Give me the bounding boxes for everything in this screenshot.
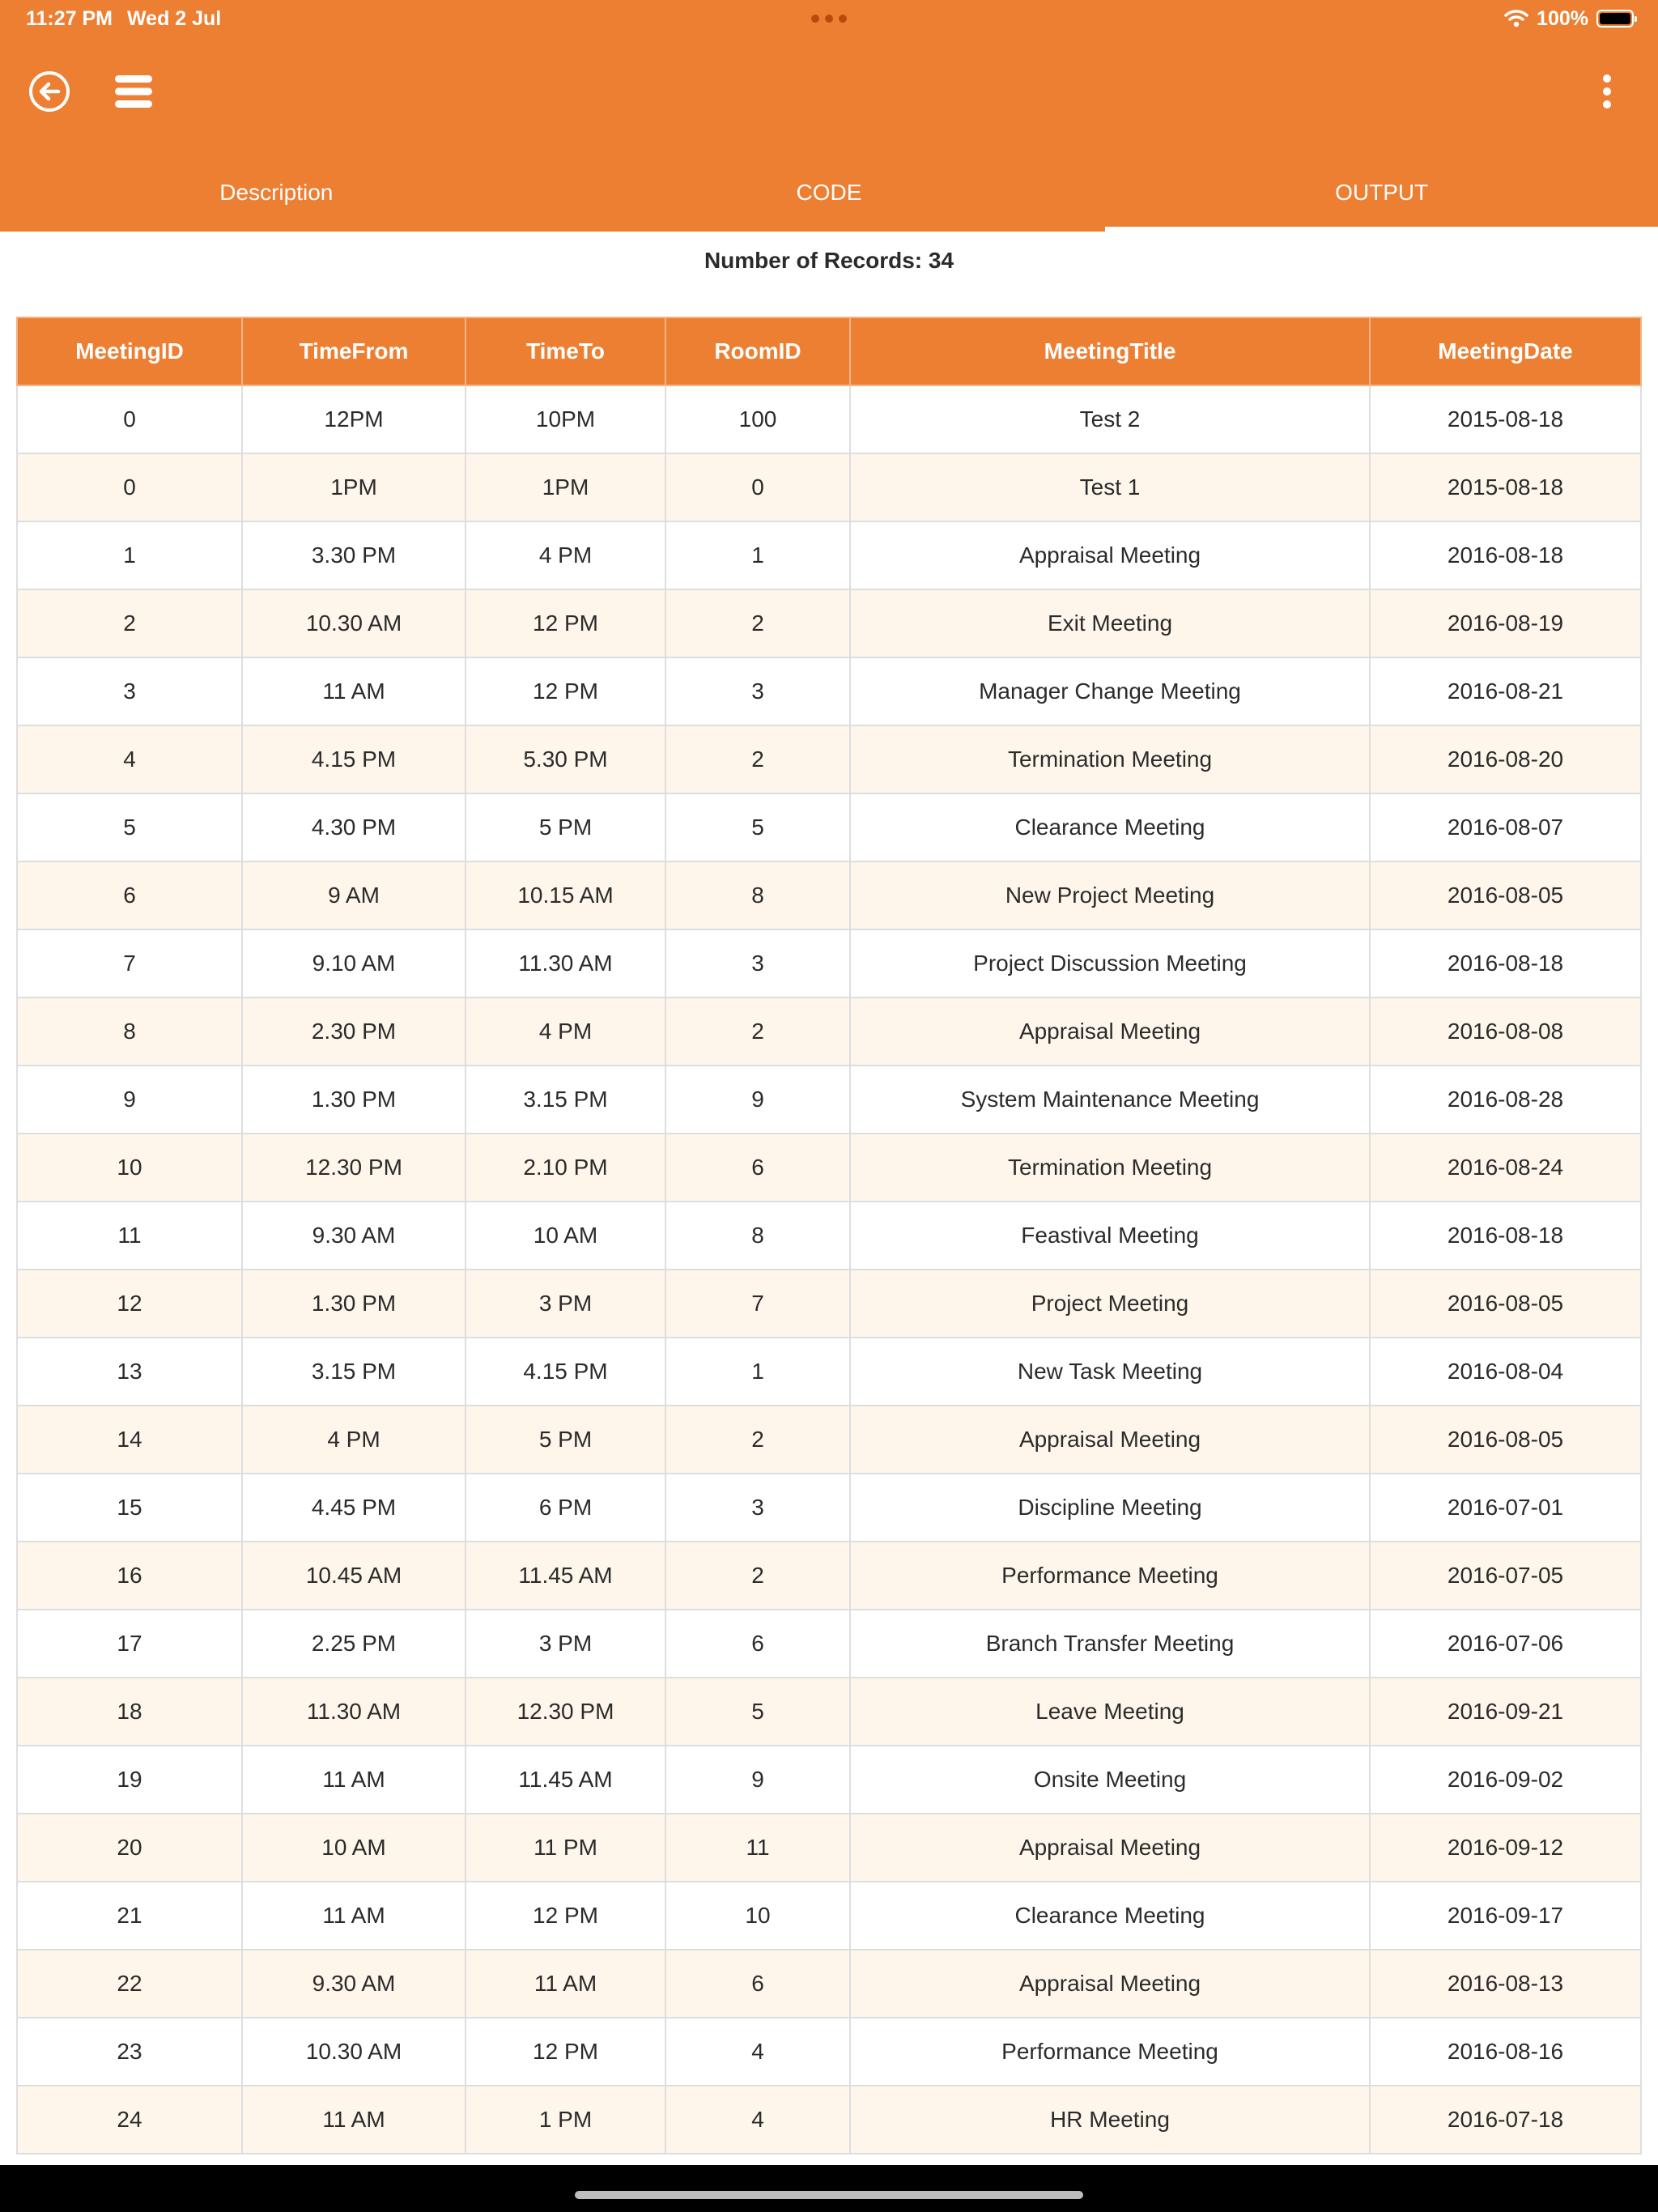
cell-timeto: 12 PM bbox=[466, 589, 665, 657]
cell-meetingdate: 2016-07-01 bbox=[1370, 1474, 1641, 1542]
cell-roomid: 8 bbox=[665, 861, 850, 929]
results-table bbox=[16, 317, 1642, 2155]
cell-roomid: 3 bbox=[665, 657, 850, 725]
cell-roomid: 6 bbox=[665, 1950, 850, 2018]
cell-meetingtitle: HR Meeting bbox=[850, 2086, 1370, 2154]
cell-meetingid: 9 bbox=[17, 1066, 242, 1134]
cell-meetingdate: 2016-09-17 bbox=[1370, 1882, 1641, 1950]
cell-timeto: 5.30 PM bbox=[466, 725, 665, 793]
cell-timefrom: 4.30 PM bbox=[242, 793, 466, 861]
table-row bbox=[17, 1406, 1641, 1474]
cell-meetingtitle: Test 2 bbox=[850, 385, 1370, 453]
wifi-icon bbox=[1504, 9, 1528, 28]
cell-meetingtitle: Termination Meeting bbox=[850, 1134, 1370, 1202]
cell-timeto: 12 PM bbox=[466, 657, 665, 725]
cell-meetingdate: 2016-08-07 bbox=[1370, 793, 1641, 861]
cell-meetingdate: 2016-08-05 bbox=[1370, 1270, 1641, 1338]
cell-meetingdate: 2016-08-24 bbox=[1370, 1134, 1641, 1202]
cell-roomid: 6 bbox=[665, 1134, 850, 1202]
cell-meetingtitle: New Project Meeting bbox=[850, 861, 1370, 929]
cell-meetingtitle: Clearance Meeting bbox=[850, 793, 1370, 861]
records-count: Number of Records: 34 bbox=[704, 248, 954, 273]
column-header-timefrom: TimeFrom bbox=[242, 317, 466, 385]
cell-meetingdate: 2016-08-21 bbox=[1370, 657, 1641, 725]
cell-meetingtitle: Appraisal Meeting bbox=[850, 1814, 1370, 1882]
cell-roomid: 10 bbox=[665, 1882, 850, 1950]
cell-meetingtitle: Project Meeting bbox=[850, 1270, 1370, 1338]
cell-meetingtitle: New Task Meeting bbox=[850, 1338, 1370, 1406]
cell-meetingid: 18 bbox=[17, 1678, 242, 1746]
cell-timeto: 4 PM bbox=[466, 998, 665, 1066]
cell-timeto: 11.45 AM bbox=[466, 1542, 665, 1610]
cell-meetingid: 0 bbox=[17, 385, 242, 453]
battery-percent: 100% bbox=[1537, 7, 1588, 30]
cell-meetingid: 16 bbox=[17, 1542, 242, 1610]
column-header-roomid: RoomID bbox=[665, 317, 850, 385]
cell-meetingtitle: Appraisal Meeting bbox=[850, 998, 1370, 1066]
table-body bbox=[17, 385, 1641, 2154]
cell-timefrom: 3.30 PM bbox=[242, 521, 466, 589]
cell-timefrom: 4 PM bbox=[242, 1406, 466, 1474]
cell-meetingtitle: Feastival Meeting bbox=[850, 1202, 1370, 1270]
cell-meetingtitle: Appraisal Meeting bbox=[850, 1406, 1370, 1474]
cell-timeto: 3.15 PM bbox=[466, 1066, 665, 1134]
menu-button[interactable] bbox=[110, 66, 157, 117]
cell-timefrom: 2.25 PM bbox=[242, 1610, 466, 1678]
cell-meetingid: 20 bbox=[17, 1814, 242, 1882]
cell-meetingtitle: Branch Transfer Meeting bbox=[850, 1610, 1370, 1678]
cell-timefrom: 11 AM bbox=[242, 657, 466, 725]
cell-roomid: 8 bbox=[665, 1202, 850, 1270]
cell-timefrom: 12PM bbox=[242, 385, 466, 453]
cell-timefrom: 10.45 AM bbox=[242, 1542, 466, 1610]
cell-meetingdate: 2016-09-02 bbox=[1370, 1746, 1641, 1814]
table-row bbox=[17, 657, 1641, 725]
column-header-meetingid: MeetingID bbox=[17, 317, 242, 385]
cell-meetingid: 14 bbox=[17, 1406, 242, 1474]
cell-meetingtitle: Appraisal Meeting bbox=[850, 1950, 1370, 2018]
cell-roomid: 5 bbox=[665, 793, 850, 861]
cell-meetingtitle: Clearance Meeting bbox=[850, 1882, 1370, 1950]
table-row bbox=[17, 589, 1641, 657]
cell-timeto: 10PM bbox=[466, 385, 665, 453]
cell-roomid: 2 bbox=[665, 589, 850, 657]
cell-roomid: 4 bbox=[665, 2018, 850, 2086]
status-bar-time bbox=[26, 6, 221, 31]
cell-timefrom: 11 AM bbox=[242, 2086, 466, 2154]
cell-meetingdate: 2016-09-12 bbox=[1370, 1814, 1641, 1882]
table-row bbox=[17, 1678, 1641, 1746]
cell-timeto: 5 PM bbox=[466, 793, 665, 861]
table-row bbox=[17, 2086, 1641, 2154]
cell-timeto: 3 PM bbox=[466, 1270, 665, 1338]
cell-roomid: 2 bbox=[665, 1406, 850, 1474]
cell-timefrom: 4.45 PM bbox=[242, 1474, 466, 1542]
cell-meetingid: 13 bbox=[17, 1338, 242, 1406]
cell-roomid: 5 bbox=[665, 1678, 850, 1746]
table-header-row bbox=[17, 317, 1641, 385]
cell-roomid: 9 bbox=[665, 1066, 850, 1134]
tab-description[interactable]: Description bbox=[219, 180, 334, 205]
battery-icon bbox=[1596, 10, 1634, 28]
table-row bbox=[17, 861, 1641, 929]
cell-timeto: 1PM bbox=[466, 453, 665, 521]
cell-meetingdate: 2016-08-04 bbox=[1370, 1338, 1641, 1406]
cell-meetingid: 2 bbox=[17, 589, 242, 657]
cell-meetingdate: 2016-08-20 bbox=[1370, 725, 1641, 793]
table-row bbox=[17, 725, 1641, 793]
cell-meetingid: 7 bbox=[17, 929, 242, 998]
cell-timefrom: 3.15 PM bbox=[242, 1338, 466, 1406]
cell-meetingid: 1 bbox=[17, 521, 242, 589]
cell-meetingid: 21 bbox=[17, 1882, 242, 1950]
table-row bbox=[17, 453, 1641, 521]
cell-meetingtitle: Test 1 bbox=[850, 453, 1370, 521]
cell-timefrom: 10.30 AM bbox=[242, 2018, 466, 2086]
cell-roomid: 1 bbox=[665, 521, 850, 589]
cell-timefrom: 1PM bbox=[242, 453, 466, 521]
cell-meetingid: 23 bbox=[17, 2018, 242, 2086]
cell-meetingdate: 2016-08-05 bbox=[1370, 1406, 1641, 1474]
table-row bbox=[17, 2018, 1641, 2086]
cell-roomid: 100 bbox=[665, 385, 850, 453]
cell-meetingtitle: Exit Meeting bbox=[850, 589, 1370, 657]
cell-roomid: 4 bbox=[665, 2086, 850, 2154]
table-row bbox=[17, 521, 1641, 589]
cell-meetingid: 22 bbox=[17, 1950, 242, 2018]
cell-timeto: 4 PM bbox=[466, 521, 665, 589]
cell-meetingtitle: Termination Meeting bbox=[850, 725, 1370, 793]
cell-roomid: 2 bbox=[665, 725, 850, 793]
cell-meetingid: 8 bbox=[17, 998, 242, 1066]
table-row bbox=[17, 1474, 1641, 1542]
tab-output[interactable]: OUTPUT bbox=[1105, 154, 1658, 232]
cell-timeto: 12 PM bbox=[466, 1882, 665, 1950]
cell-meetingtitle: Project Discussion Meeting bbox=[850, 929, 1370, 998]
status-time: 11:27 PM bbox=[26, 7, 113, 30]
column-header-meetingtitle: MeetingTitle bbox=[850, 317, 1370, 385]
status-bar-right bbox=[1504, 6, 1634, 31]
cell-timeto: 11 AM bbox=[466, 1950, 665, 2018]
cell-timeto: 5 PM bbox=[466, 1406, 665, 1474]
table-row bbox=[17, 1134, 1641, 1202]
table-row bbox=[17, 1882, 1641, 1950]
cell-timeto: 11.45 AM bbox=[466, 1746, 665, 1814]
table-row bbox=[17, 1610, 1641, 1678]
cell-meetingid: 24 bbox=[17, 2086, 242, 2154]
table-row bbox=[17, 998, 1641, 1066]
cell-timefrom: 4.15 PM bbox=[242, 725, 466, 793]
cell-timeto: 10.15 AM bbox=[466, 861, 665, 929]
more-vertical-icon bbox=[1601, 74, 1613, 109]
cell-meetingdate: 2016-08-18 bbox=[1370, 929, 1641, 998]
more-options-button[interactable] bbox=[1587, 66, 1627, 117]
cell-meetingdate: 2016-07-06 bbox=[1370, 1610, 1641, 1678]
cell-timefrom: 11 AM bbox=[242, 1746, 466, 1814]
cell-meetingid: 5 bbox=[17, 793, 242, 861]
cell-timefrom: 9.10 AM bbox=[242, 929, 466, 998]
back-arrow-circle-icon bbox=[28, 70, 70, 113]
cell-meetingdate: 2016-08-16 bbox=[1370, 2018, 1641, 2086]
table-row bbox=[17, 1542, 1641, 1610]
cell-roomid: 3 bbox=[665, 1474, 850, 1542]
cell-timefrom: 12.30 PM bbox=[242, 1134, 466, 1202]
cell-timefrom: 11.30 AM bbox=[242, 1678, 466, 1746]
cell-timeto: 12 PM bbox=[466, 2018, 665, 2086]
table-row bbox=[17, 1814, 1641, 1882]
table-row bbox=[17, 1746, 1641, 1814]
cell-meetingid: 10 bbox=[17, 1134, 242, 1202]
tab-code[interactable]: CODE bbox=[796, 180, 862, 205]
cell-roomid: 11 bbox=[665, 1814, 850, 1882]
hamburger-menu-icon bbox=[113, 74, 154, 109]
cell-meetingtitle: Performance Meeting bbox=[850, 2018, 1370, 2086]
cell-meetingdate: 2016-08-05 bbox=[1370, 861, 1641, 929]
cell-meetingtitle: Discipline Meeting bbox=[850, 1474, 1370, 1542]
app-bar bbox=[0, 0, 1658, 232]
cell-timefrom: 9 AM bbox=[242, 861, 466, 929]
cell-meetingdate: 2016-08-08 bbox=[1370, 998, 1641, 1066]
cell-meetingid: 11 bbox=[17, 1202, 242, 1270]
cell-roomid: 2 bbox=[665, 1542, 850, 1610]
cell-meetingtitle: Onsite Meeting bbox=[850, 1746, 1370, 1814]
column-header-meetingdate: MeetingDate bbox=[1370, 317, 1641, 385]
status-date: Wed 2 Jul bbox=[127, 7, 222, 30]
cell-meetingdate: 2015-08-18 bbox=[1370, 385, 1641, 453]
cell-timefrom: 9.30 AM bbox=[242, 1202, 466, 1270]
cell-meetingdate: 2016-07-05 bbox=[1370, 1542, 1641, 1610]
table-row bbox=[17, 1270, 1641, 1338]
tab-bar bbox=[0, 154, 1658, 232]
cell-meetingid: 17 bbox=[17, 1610, 242, 1678]
table-row bbox=[17, 1202, 1641, 1270]
table-row bbox=[17, 793, 1641, 861]
cell-timeto: 11 PM bbox=[466, 1814, 665, 1882]
cell-timeto: 12.30 PM bbox=[466, 1678, 665, 1746]
cell-timefrom: 11 AM bbox=[242, 1882, 466, 1950]
cell-meetingid: 3 bbox=[17, 657, 242, 725]
cell-meetingid: 12 bbox=[17, 1270, 242, 1338]
cell-roomid: 3 bbox=[665, 929, 850, 998]
cell-meetingtitle: Leave Meeting bbox=[850, 1678, 1370, 1746]
cell-roomid: 7 bbox=[665, 1270, 850, 1338]
cell-meetingid: 0 bbox=[17, 453, 242, 521]
cell-meetingid: 15 bbox=[17, 1474, 242, 1542]
cell-meetingdate: 2016-08-18 bbox=[1370, 521, 1641, 589]
cell-timeto: 2.10 PM bbox=[466, 1134, 665, 1202]
table-row bbox=[17, 1338, 1641, 1406]
cell-roomid: 1 bbox=[665, 1338, 850, 1406]
cell-timeto: 3 PM bbox=[466, 1610, 665, 1678]
cell-meetingtitle: Appraisal Meeting bbox=[850, 521, 1370, 589]
home-bar bbox=[0, 2165, 1658, 2212]
home-indicator[interactable] bbox=[575, 2191, 1083, 2199]
cell-timefrom: 2.30 PM bbox=[242, 998, 466, 1066]
cell-meetingid: 6 bbox=[17, 861, 242, 929]
cell-meetingid: 19 bbox=[17, 1746, 242, 1814]
table-row bbox=[17, 1950, 1641, 2018]
cell-meetingdate: 2016-08-18 bbox=[1370, 1202, 1641, 1270]
cell-timefrom: 10 AM bbox=[242, 1814, 466, 1882]
cell-timeto: 11.30 AM bbox=[466, 929, 665, 998]
cell-meetingid: 4 bbox=[17, 725, 242, 793]
cell-timeto: 10 AM bbox=[466, 1202, 665, 1270]
cell-timefrom: 9.30 AM bbox=[242, 1950, 466, 2018]
cell-meetingdate: 2016-08-19 bbox=[1370, 589, 1641, 657]
table-row bbox=[17, 385, 1641, 453]
cell-roomid: 6 bbox=[665, 1610, 850, 1678]
cell-timeto: 1 PM bbox=[466, 2086, 665, 2154]
cell-meetingtitle: Manager Change Meeting bbox=[850, 657, 1370, 725]
cell-meetingdate: 2016-08-28 bbox=[1370, 1066, 1641, 1134]
cell-meetingdate: 2015-08-18 bbox=[1370, 453, 1641, 521]
cell-timefrom: 1.30 PM bbox=[242, 1270, 466, 1338]
cell-timeto: 4.15 PM bbox=[466, 1338, 665, 1406]
multitasking-dots-icon[interactable] bbox=[811, 15, 847, 23]
cell-roomid: 0 bbox=[665, 453, 850, 521]
cell-roomid: 2 bbox=[665, 998, 850, 1066]
cell-meetingdate: 2016-09-21 bbox=[1370, 1678, 1641, 1746]
cell-meetingtitle: Performance Meeting bbox=[850, 1542, 1370, 1610]
cell-timefrom: 10.30 AM bbox=[242, 589, 466, 657]
back-button[interactable] bbox=[24, 66, 74, 117]
table-row bbox=[17, 929, 1641, 998]
cell-meetingdate: 2016-07-18 bbox=[1370, 2086, 1641, 2154]
cell-meetingdate: 2016-08-13 bbox=[1370, 1950, 1641, 2018]
cell-timeto: 6 PM bbox=[466, 1474, 665, 1542]
column-header-timeto: TimeTo bbox=[466, 317, 665, 385]
cell-roomid: 9 bbox=[665, 1746, 850, 1814]
cell-meetingtitle: System Maintenance Meeting bbox=[850, 1066, 1370, 1134]
table-row bbox=[17, 1066, 1641, 1134]
cell-timefrom: 1.30 PM bbox=[242, 1066, 466, 1134]
